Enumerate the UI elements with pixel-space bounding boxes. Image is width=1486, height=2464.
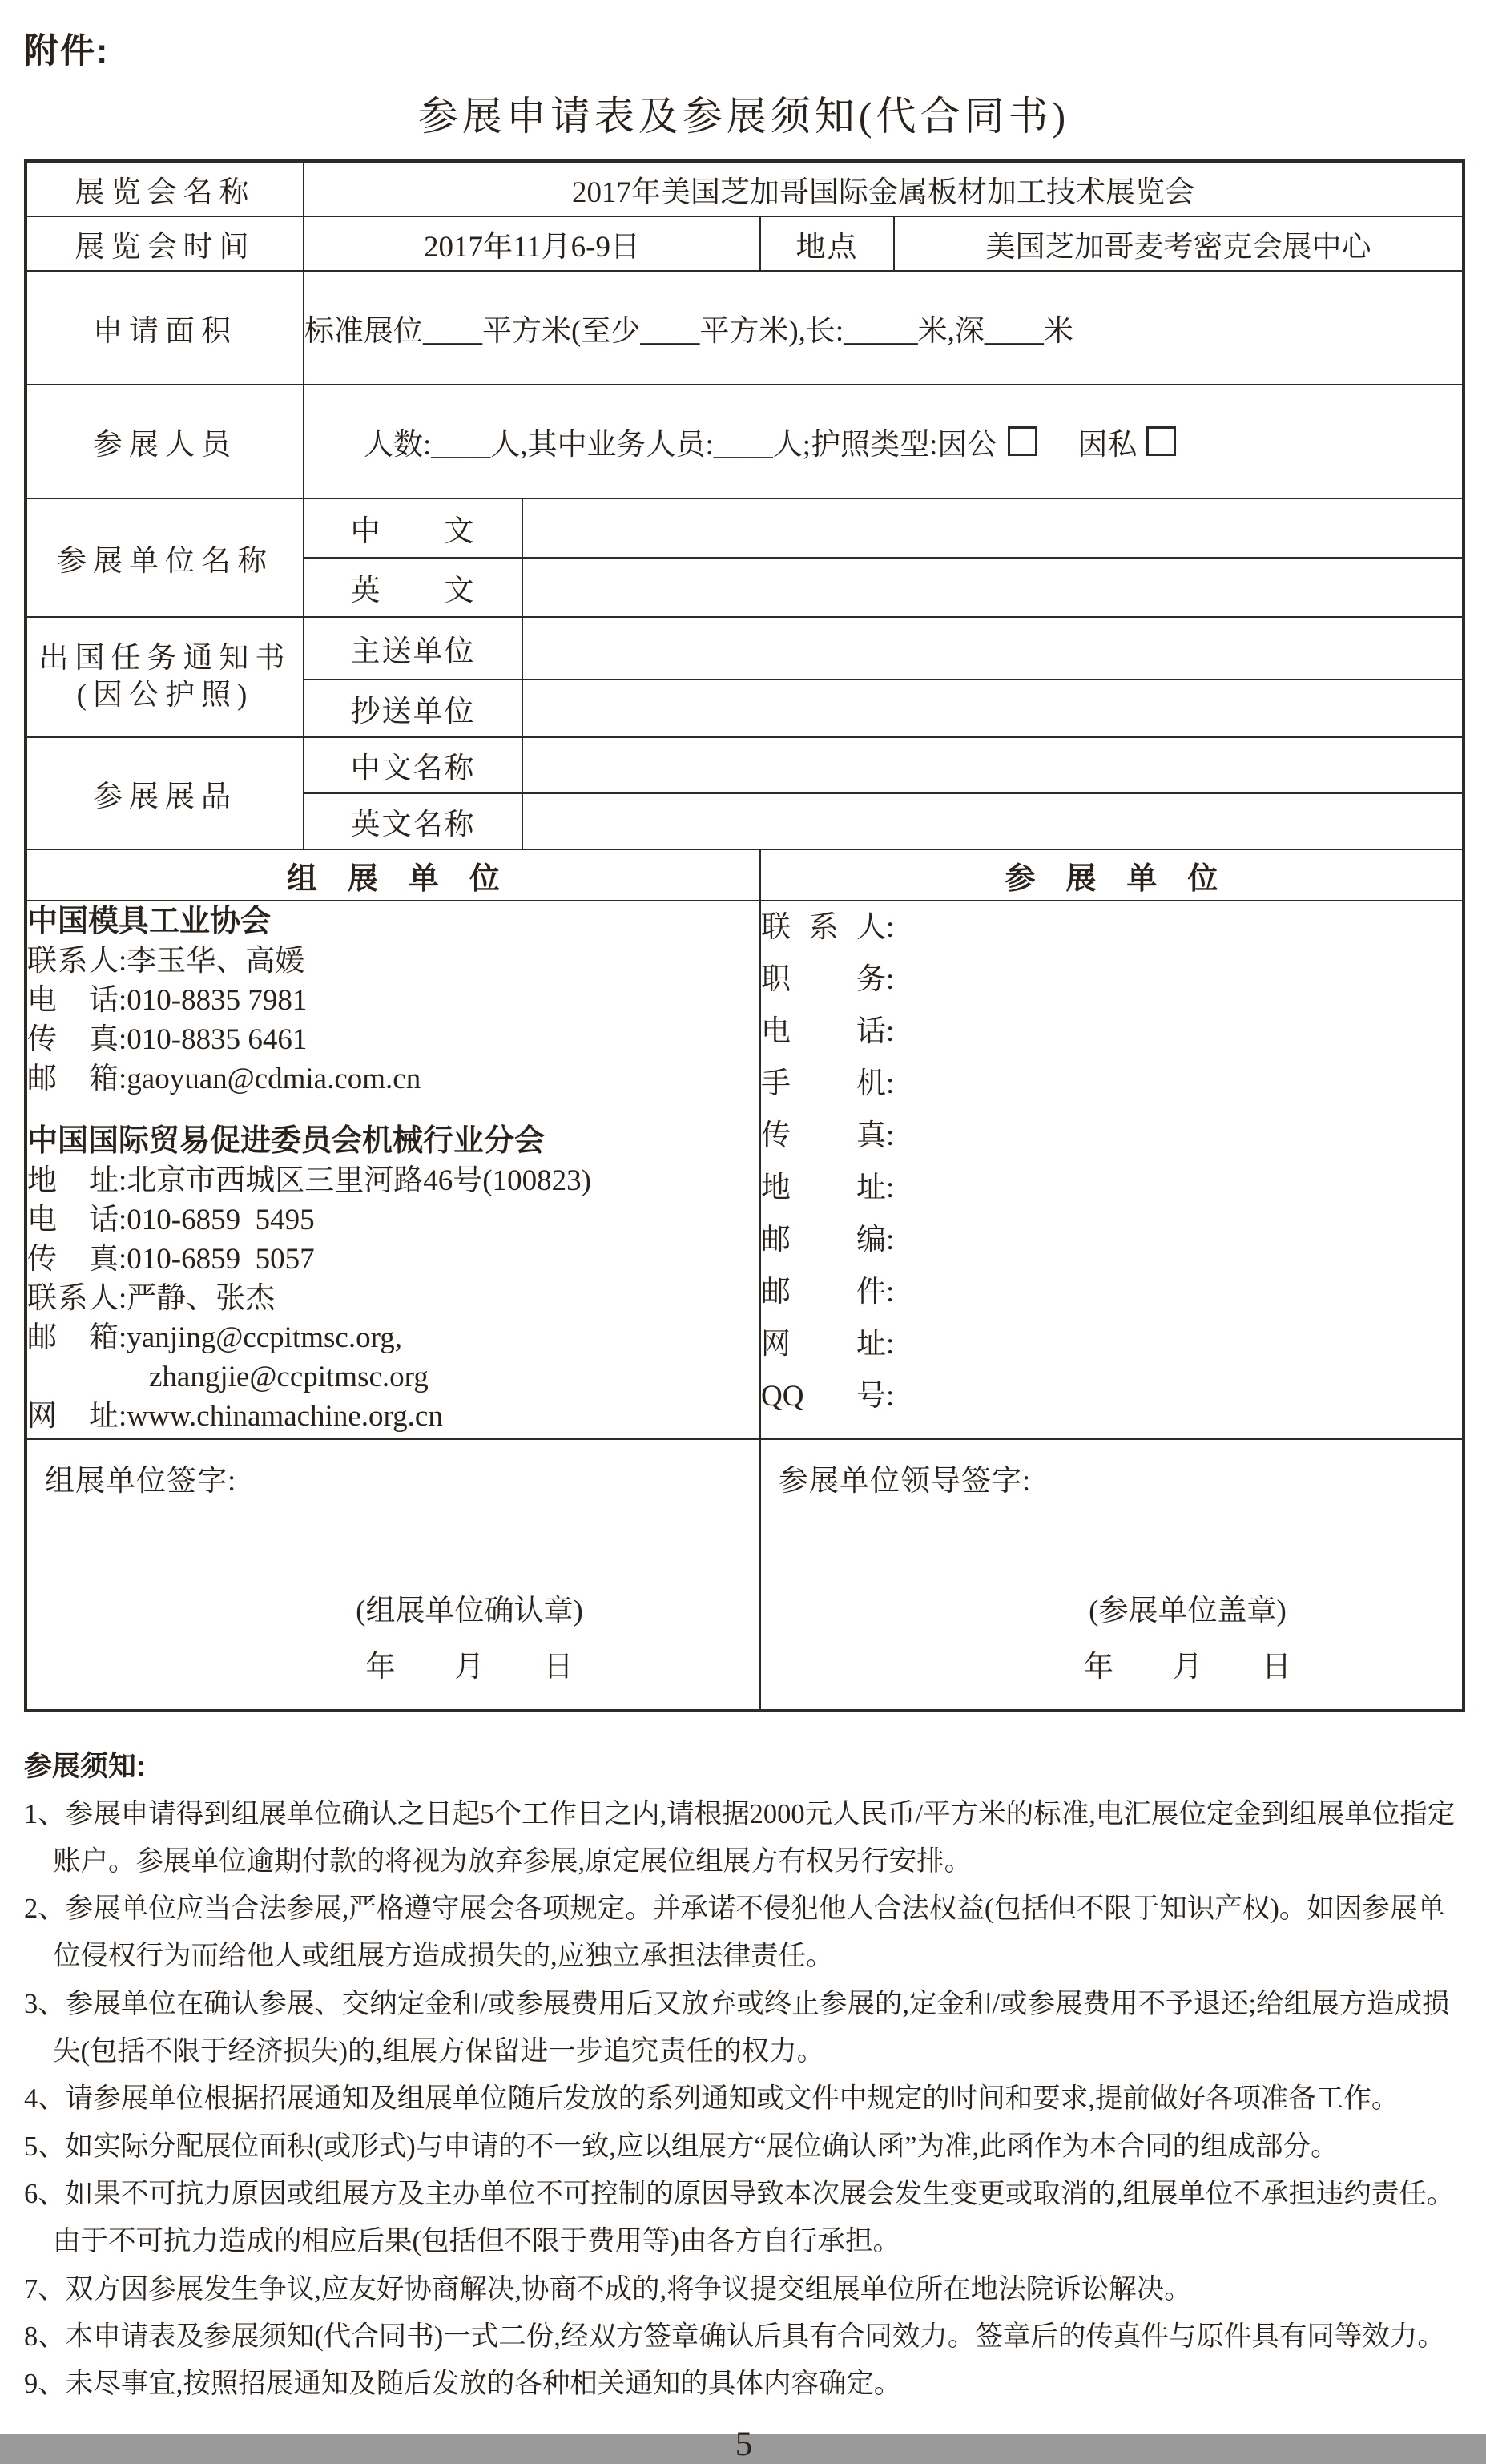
organizer-stamp-label: (组展单位确认章) (356, 1595, 583, 1627)
abroad-notice-label (26, 617, 304, 737)
organizer-signature-area[interactable] (26, 1439, 760, 1711)
row-company-name-cn (26, 498, 1464, 558)
colon: : (886, 1328, 895, 1361)
exhibitor-field-contact[interactable] (761, 901, 1462, 954)
organizer2-address-line (27, 1161, 759, 1200)
colon: : (119, 1321, 127, 1354)
note-item-2: 2、参展单位应当合法参展,严格遵守展会各项规定。并承诺不侵犯他人合法权益(包括但不限于知识产权)。如因参展单位侵权行为而给他人或组展方造成损失的,应独立承担法律责任。 (24, 1893, 1445, 1972)
contact-value: 010-8835 6461 (127, 1023, 308, 1056)
colon: : (886, 1276, 895, 1309)
exhibitor-field-mobile[interactable] (761, 1058, 1462, 1110)
organizer-header: 组 展 单 位 (26, 849, 760, 901)
organizer1-phone-line (27, 981, 759, 1020)
field-label: 网址 (761, 1328, 886, 1361)
note-item-8: 8、本申请表及参展须知(代合同书)一式二份,经双方签章确认后具有合同效力。签章后的传真件与原件具有同等效力。 (24, 2321, 1445, 2353)
colon: : (119, 945, 127, 978)
organizer-info-cell (26, 901, 760, 1439)
attachment-label: 附件: (24, 32, 110, 71)
field-label: 地址 (761, 1172, 886, 1204)
company-name-label: 参展单位名称 (26, 498, 304, 617)
abroad-notice-label-line1: 出国任务通知书 (38, 641, 292, 675)
exhibitor-field-qq[interactable] (761, 1370, 1462, 1422)
notice-main-recipient-input[interactable] (522, 617, 1464, 680)
organizer2-email2-line (27, 1357, 759, 1397)
organizer-signature-label: 组展单位签字: (45, 1465, 237, 1498)
colon: : (119, 1204, 127, 1236)
contact-label: 电话 (27, 984, 119, 1017)
contact-value: 010-8835 7981 (127, 984, 308, 1017)
exhibitor-field-zipcode[interactable] (761, 1214, 1462, 1266)
organizer1-email-line (27, 1059, 759, 1099)
row-applied-area (26, 271, 1464, 385)
location-value: 美国芝加哥麦考密克会展中心 (894, 216, 1464, 271)
exhibitor-field-address[interactable] (761, 1162, 1462, 1214)
organizer1-name: 中国模具工业协会 (27, 905, 272, 938)
applied-area-value[interactable]: 标准展位____平方米(至少____平方米),长:_____米,深____米 (304, 271, 1464, 385)
row-exhibition-name (26, 161, 1464, 216)
personnel-text: 人数:____人,其中业务人员:____人;护照类型:因公 (364, 429, 997, 462)
note-item-4: 4、请参展单位根据招展通知及组展单位随后发放的系列通知或文件中规定的时间和要求,提前做好各项准备工作。 (24, 2083, 1399, 2115)
field-label: 联系人 (761, 911, 886, 944)
applied-area-label: 申请面积 (26, 271, 304, 385)
exhibits-en-input[interactable] (522, 793, 1464, 849)
contact-label: 电话 (27, 1204, 119, 1236)
personnel-label: 参展人员 (26, 385, 304, 498)
organizer-block-gap (27, 1099, 759, 1121)
exhibitor-field-position[interactable] (761, 954, 1462, 1006)
note-item-7: 7、双方因参展发生争议,应友好协商解决,协商不成的,将争议提交组展单位所在地法院诉讼解决。 (24, 2273, 1192, 2305)
colon: : (886, 911, 895, 944)
organizer2-fax-line (27, 1240, 759, 1279)
checkbox-private-passport[interactable] (1146, 426, 1176, 456)
exhibitor-field-fax[interactable] (761, 1110, 1462, 1162)
colon: : (119, 984, 127, 1017)
contact-value: 010-6859 5495 (127, 1204, 315, 1236)
exhibition-time-label: 展览会时间 (26, 216, 304, 271)
checkbox-official-passport[interactable] (1008, 426, 1037, 456)
contact-value: 北京市西城区三里河路46号(100823) (127, 1164, 591, 1197)
exhibitor-stamp-label: (参展单位盖章) (1089, 1595, 1287, 1627)
contact-label: 联系人 (27, 1282, 119, 1315)
exhibitor-signature-label: 参展单位领导签字: (779, 1465, 1032, 1498)
colon: : (886, 1172, 895, 1204)
notice-cc-recipient-input[interactable] (522, 680, 1464, 737)
exhibitor-field-phone[interactable] (761, 1006, 1462, 1058)
organizer2-contact-line (27, 1279, 759, 1318)
field-label: 邮件 (761, 1276, 886, 1309)
field-label: 传真 (761, 1119, 886, 1152)
personnel-value[interactable] (304, 385, 1464, 498)
note-item-1: 1、参展申请得到组展单位确认之日起5个工作日之内,请根据2000元人民币/平方米的标准,电汇展位定金到组展单位指定账户。参展单位逾期付款的将视为放弃参展,原定展位组展方有权另行安排。 (24, 1798, 1456, 1877)
organizer2-email-line (27, 1318, 759, 1357)
colon: : (886, 1067, 895, 1100)
exhibits-cn-input[interactable] (522, 737, 1464, 793)
exhibition-time-value: 2017年11月6-9日 (304, 216, 760, 271)
row-exhibition-time (26, 216, 1464, 271)
page-title: 参展申请表及参展须知(代合同书) (417, 94, 1070, 139)
row-personnel (26, 385, 1464, 498)
field-label: 手机 (761, 1067, 886, 1100)
private-passport-label: 因私 (1077, 429, 1138, 462)
row-contacts (26, 901, 1464, 1439)
note-item-3: 3、参展单位在确认参展、交纳定金和/或参展费用后又放弃或终止参展的,定金和/或参展费用不予退还;给组展方造成损失(包括不限于经济损失)的,组展方保留进一步追究责任的权力。 (24, 1988, 1450, 2067)
colon: : (119, 1282, 127, 1315)
contact-label: 邮箱 (27, 1063, 119, 1095)
application-form-table (24, 159, 1465, 1712)
exhibition-name-value: 2017年美国芝加哥国际金属板材加工技术展览会 (304, 161, 1464, 216)
exhibitor-field-website[interactable] (761, 1318, 1462, 1370)
field-label: 邮编 (761, 1224, 886, 1256)
cc-recipient-sublabel: 抄送单位 (304, 680, 522, 737)
contact-value: 李玉华、高媛 (127, 945, 305, 978)
contact-value: 严静、张杰 (127, 1282, 276, 1315)
location-label: 地点 (760, 216, 894, 271)
exhibits-cn-sublabel: 中文名称 (304, 737, 522, 793)
abroad-notice-label-line2: (因公护照) (76, 679, 254, 712)
row-section-headers (26, 849, 1464, 901)
contact-value: yanjing@ccpitmsc.org, (127, 1321, 402, 1354)
english-sublabel: 英 文 (304, 558, 522, 617)
organizer-date-line: 年 月 日 (365, 1651, 574, 1684)
note-item-6: 6、如果不可抗力原因或组展方及主办单位不可控制的原因导致本次展会发生变更或取消的,组展单位不承担违约责任。由于不可抗力造成的相应后果(包括但不限于费用等)由各方自行承担。 (24, 2179, 1455, 2257)
exhibits-label: 参展展品 (26, 737, 304, 849)
main-recipient-sublabel: 主送单位 (304, 617, 522, 680)
company-name-en-input[interactable] (522, 558, 1464, 617)
colon: : (119, 1023, 127, 1056)
contact-label: 邮箱 (27, 1321, 119, 1354)
row-exhibits-cn (26, 737, 1464, 793)
contact-value: zhangjie@ccpitmsc.org (149, 1361, 429, 1393)
chinese-sublabel: 中 文 (304, 498, 522, 558)
page-number: 5 (735, 2425, 753, 2463)
field-label: 职务 (761, 963, 886, 996)
exhibition-notes-section (24, 1743, 1466, 2409)
organizer2-website-line (27, 1397, 759, 1436)
exhibitor-date-line: 年 月 日 (1084, 1651, 1291, 1684)
colon: : (886, 1224, 895, 1256)
colon: : (886, 963, 895, 996)
organizer1-fax-line (27, 1020, 759, 1059)
contact-value: www.chinamachine.org.cn (127, 1400, 443, 1433)
contact-label: 传真 (27, 1023, 119, 1056)
colon: : (119, 1063, 127, 1095)
exhibitor-header: 参 展 单 位 (760, 849, 1464, 901)
field-label: 电话 (761, 1015, 886, 1048)
contact-label: 传真 (27, 1243, 119, 1276)
field-label: QQ号 (761, 1380, 886, 1413)
company-name-cn-input[interactable] (522, 498, 1464, 558)
contact-label: 网址 (27, 1400, 119, 1433)
colon: : (886, 1119, 895, 1152)
colon: : (119, 1400, 127, 1433)
note-item-9: 9、未尽事宜,按照招展通知及随后发放的各种相关通知的具体内容确定。 (24, 2369, 902, 2400)
note-item-5: 5、如实际分配展位面积(或形式)与申请的不一致,应以组展方“展位确认函”为准,此函作为本合同的组成部分。 (24, 2131, 1339, 2162)
exhibition-name-label: 展览会名称 (26, 161, 304, 216)
colon: : (119, 1164, 127, 1197)
contact-value: gaoyuan@cdmia.com.cn (127, 1063, 421, 1095)
exhibitor-fields-cell (760, 901, 1464, 1439)
colon: : (119, 1243, 127, 1276)
colon: : (886, 1380, 895, 1413)
organizer2-name: 中国国际贸易促进委员会机械行业分会 (27, 1124, 546, 1158)
row-signatures (26, 1439, 1464, 1711)
exhibitor-signature-area[interactable] (760, 1439, 1464, 1711)
row-notice-main (26, 617, 1464, 680)
exhibits-en-sublabel: 英文名称 (304, 793, 522, 849)
exhibitor-field-email[interactable] (761, 1266, 1462, 1318)
colon: : (886, 1015, 895, 1048)
contact-label: 联系人 (27, 945, 119, 978)
notes-title: 参展须知: (24, 1751, 146, 1782)
contact-value: 010-6859 5057 (127, 1243, 315, 1276)
organizer1-contact-line (27, 942, 759, 981)
organizer2-phone-line (27, 1200, 759, 1240)
contact-label: 地址 (27, 1164, 119, 1197)
